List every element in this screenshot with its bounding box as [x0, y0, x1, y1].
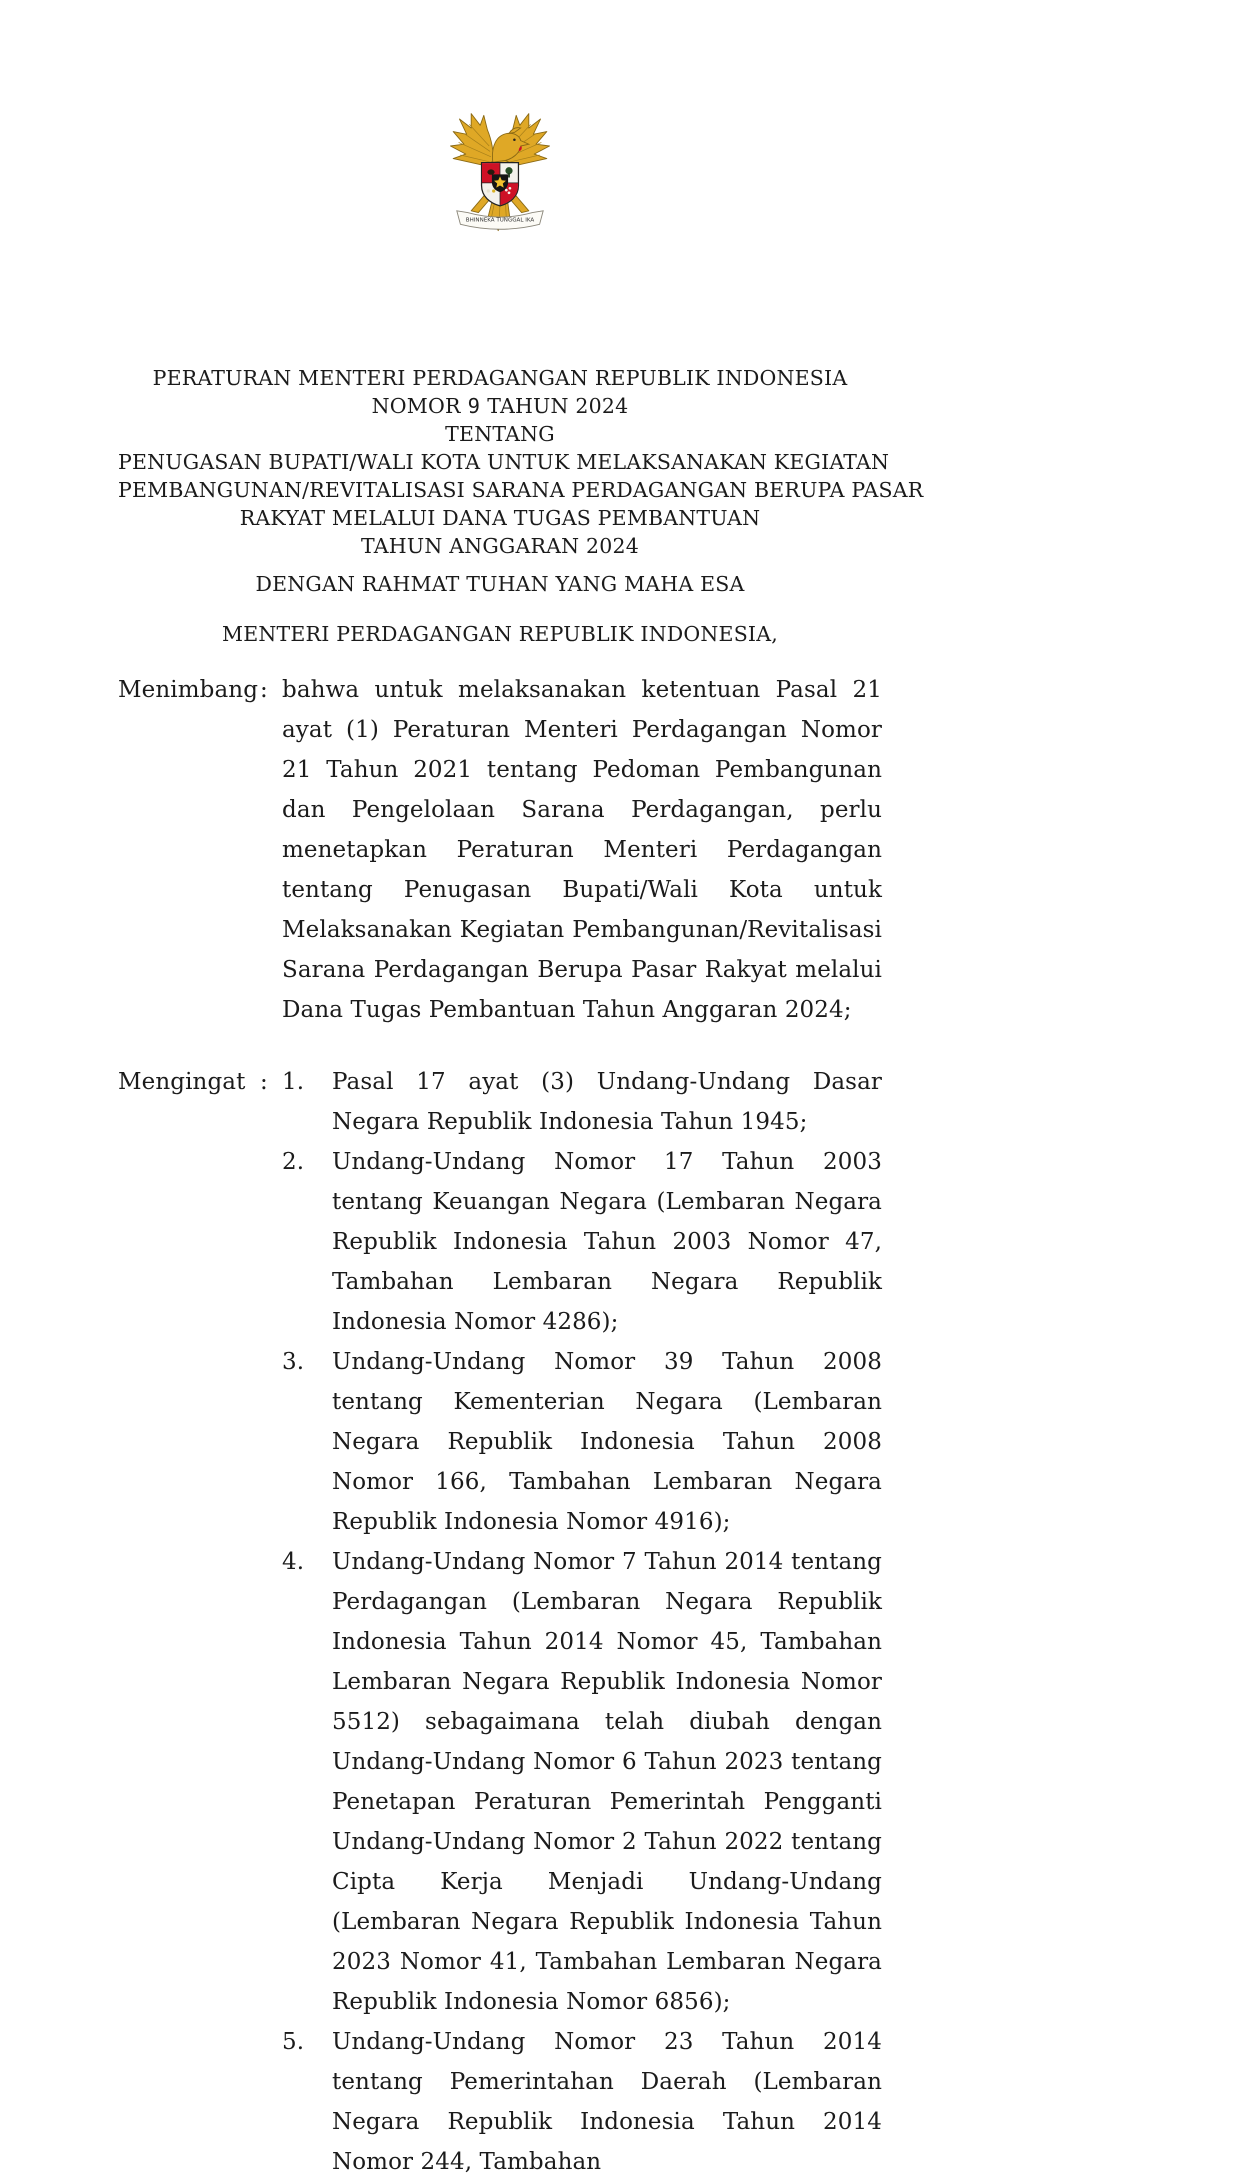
menimbang-colon: :	[260, 677, 268, 703]
mengingat-clause	[118, 1062, 882, 2182]
legal-ref-item	[282, 1542, 882, 2022]
legal-ref-number: 5.	[282, 2029, 305, 2055]
mengingat-label: Mengingat	[118, 1069, 246, 1095]
invocation-line: DENGAN RAHMAT TUHAN YANG MAHA ESA	[255, 572, 745, 596]
legal-ref-number: 4.	[282, 1549, 305, 1575]
mengingat-colon: :	[260, 1069, 268, 1095]
legal-refs-list	[282, 1062, 882, 2182]
title-line-nomor	[118, 392, 882, 420]
legal-ref-item	[282, 1062, 882, 1142]
authority-line: MENTERI PERDAGANGAN REPUBLIK INDONESIA,	[222, 622, 778, 646]
nomor-value: 9	[467, 394, 481, 418]
title-line-4: PENUGASAN BUPATI/WALI KOTA UNTUK MELAKSANAKAN KEGIATAN	[118, 450, 890, 474]
legal-ref-text: Undang-Undang Nomor 39 Tahun 2008 tentang Kementerian Negara (Lembaran Negara Republik Indonesia Tahun 2008 Nomor 166, Tambahan Lembaran Negara Republik Indonesia Nomor 4916);	[332, 1349, 882, 1535]
nomor-suffix: TAHUN 2024	[487, 394, 629, 418]
pancasila-shield-icon	[482, 163, 519, 206]
nomor-prefix: NOMOR	[371, 394, 461, 418]
menimbang-text: bahwa untuk melaksanakan ketentuan Pasal 21 ayat (1) Peraturan Menteri Perdagangan Nomor 21 Tahun 2021 tentang Pedoman Pembangunan dan Pengelolaan Sarana Perdagangan, perlu menetapkan Peraturan Menteri Perdagangan tentang Penugasan Bupati/Wali Kota untuk Melaksanakan Kegiatan Pembangunan/Revitalisasi Sarana Perdagangan Berupa Pasar Rakyat melalui Dana Tugas Pembantuan Tahun Anggaran 2024;	[282, 677, 882, 1023]
title-line-1: PERATURAN MENTERI PERDAGANGAN REPUBLIK INDONESIA	[152, 366, 848, 390]
legal-ref-number: 3.	[282, 1349, 305, 1375]
legal-ref-number: 1.	[282, 1069, 305, 1095]
garuda-pancasila-emblem	[446, 110, 554, 236]
title-block	[118, 364, 924, 648]
document-body	[118, 670, 882, 2182]
legal-ref-text: Undang-Undang Nomor 17 Tahun 2003 tentang Keuangan Negara (Lembaran Negara Republik Indonesia Tahun 2003 Nomor 47, Tambahan Lembaran Negara Republik Indonesia Nomor 4286);	[332, 1149, 882, 1335]
menimbang-clause	[118, 670, 882, 1030]
legal-ref-item	[282, 1342, 882, 1542]
legal-ref-item	[282, 2022, 882, 2182]
title-line-tentang: TENTANG	[445, 422, 555, 446]
emblem-container	[118, 110, 882, 240]
legal-ref-text: Undang-Undang Nomor 23 Tahun 2014 tentang Pemerintahan Daerah (Lembaran Negara Republik Indonesia Tahun 2014 Nomor 244, Tambahan	[332, 2029, 882, 2175]
legal-ref-item	[282, 1142, 882, 1342]
title-line-6: RAKYAT MELALUI DANA TUGAS PEMBANTUAN	[239, 506, 761, 530]
legal-ref-text: Pasal 17 ayat (3) Undang-Undang Dasar Negara Republik Indonesia Tahun 1945;	[332, 1069, 882, 1135]
title-line-5: PEMBANGUNAN/REVITALISASI SARANA PERDAGANGAN BERUPA PASAR	[118, 478, 924, 502]
legal-ref-text: Undang-Undang Nomor 7 Tahun 2014 tentang Perdagangan (Lembaran Negara Republik Indonesia Tahun 2014 Nomor 45, Tambahan Lembaran Negara Republik Indonesia Nomor 5512) sebagaimana telah diubah dengan Undang-Undang Nomor 6 Tahun 2023 tentang Penetapan Peraturan Pemerintah Pengganti Undang-Undang Nomor 2 Tahun 2022 tentang Cipta Kerja Menjadi Undang-Undang (Lembaran Negara Republik Indonesia Tahun 2023 Nomor 41, Tambahan Lembaran Negara Republik Indonesia Nomor 6856);	[332, 1549, 882, 2015]
title-line-7: TAHUN ANGGARAN 2024	[361, 534, 639, 558]
menimbang-label: Menimbang	[118, 677, 259, 703]
emblem-motto: BHINNEKA TUNGGAL IKA	[465, 217, 535, 224]
legal-ref-number: 2.	[282, 1149, 305, 1175]
